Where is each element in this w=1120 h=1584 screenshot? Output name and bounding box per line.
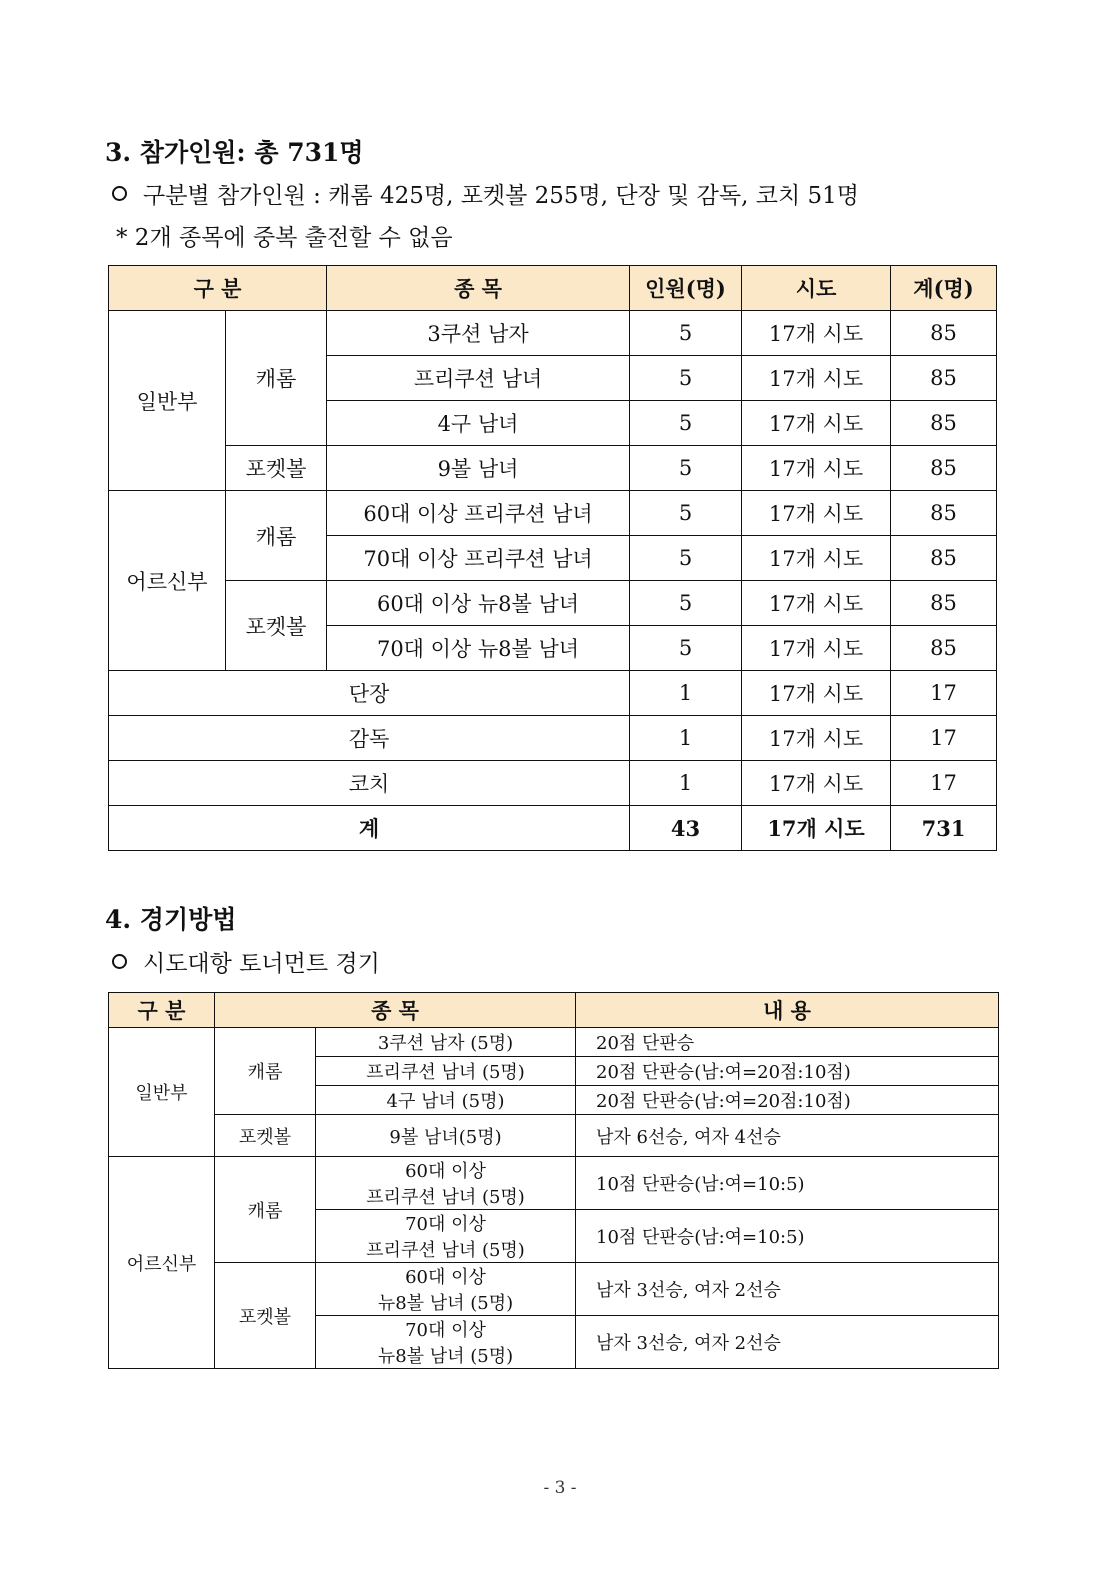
content-cell: 남자 3선승, 여자 2선승 (576, 1316, 999, 1369)
content-cell: 10점 단판승(남:여=10:5) (576, 1157, 999, 1210)
total-cell: 85 (891, 356, 997, 401)
sido-cell: 17개 시도 (742, 491, 891, 536)
event-cell: 9볼 남녀(5명) (316, 1115, 576, 1157)
event-cell: 70대 이상 뉴8볼 남녀 (327, 626, 630, 671)
participants-table (108, 265, 997, 851)
event-line2: 프리쿠션 남녀 (5명) (366, 1240, 525, 1261)
sum-label-cell: 계 (109, 806, 630, 851)
col-header-people: 인원(명) (630, 266, 742, 311)
event-cell: 프리쿠션 남녀 (5명) (316, 1057, 576, 1086)
section4-title: 4. 경기방법 (105, 905, 237, 934)
event-cell: 4구 남녀 (327, 401, 630, 446)
sido-cell: 17개 시도 (742, 761, 891, 806)
sum-total-cell: 731 (891, 806, 997, 851)
total-cell: 17 (891, 671, 997, 716)
table-sum-row (109, 806, 997, 851)
group-general: 일반부 (109, 1028, 215, 1157)
col-header-sido: 시도 (742, 266, 891, 311)
total-cell: 85 (891, 536, 997, 581)
content-cell: 남자 6선승, 여자 4선승 (576, 1115, 999, 1157)
event-cell: 60대 이상 뉴8볼 남녀 (327, 581, 630, 626)
event-line1: 70대 이상 (405, 1214, 486, 1235)
sido-cell: 17개 시도 (742, 626, 891, 671)
section4-bullet-text: 시도대항 토너먼트 경기 (143, 951, 380, 977)
match-method-table (108, 992, 999, 1369)
event-line2: 뉴8볼 남녀 (5명) (377, 1293, 514, 1314)
table-row (109, 1028, 999, 1057)
col-header-event: 종 목 (215, 993, 576, 1028)
staff-label-cell: 코치 (109, 761, 630, 806)
event-cell: 3쿠션 남자 (5명) (316, 1028, 576, 1057)
sido-cell: 17개 시도 (742, 671, 891, 716)
content-cell: 남자 3선승, 여자 2선승 (576, 1263, 999, 1316)
event-cell: 70대 이상 프리쿠션 남녀 (327, 536, 630, 581)
sido-cell: 17개 시도 (742, 581, 891, 626)
content-cell: 10점 단판승(남:여=10:5) (576, 1210, 999, 1263)
total-cell: 85 (891, 446, 997, 491)
subgroup-carom: 캐롬 (215, 1028, 316, 1115)
subgroup-pocket: 포켓볼 (226, 446, 327, 491)
sido-cell: 17개 시도 (742, 311, 891, 356)
people-cell: 5 (630, 491, 742, 536)
group-senior: 어르신부 (109, 491, 226, 671)
section3-bullet-line (112, 177, 859, 210)
table-header-row (109, 266, 997, 311)
page-number: - 3 - (543, 1478, 577, 1498)
sido-cell: 17개 시도 (742, 536, 891, 581)
section3-bullet-text: 구분별 참가인원 : 캐롬 425명, 포켓볼 255명, 단장 및 감독, 코치 51명 (143, 183, 859, 209)
content-cell: 20점 단판승 (576, 1028, 999, 1057)
circle-bullet-icon (112, 186, 127, 201)
group-senior: 어르신부 (109, 1157, 215, 1369)
section3-title: 3. 참가인원: 총 731명 (105, 138, 364, 167)
group-general: 일반부 (109, 311, 226, 491)
people-cell: 1 (630, 761, 742, 806)
people-cell: 5 (630, 311, 742, 356)
col-header-category: 구 분 (109, 993, 215, 1028)
event-cell: 프리쿠션 남녀 (327, 356, 630, 401)
event-cell: 60대 이상 프리쿠션 남녀 (327, 491, 630, 536)
people-cell: 5 (630, 356, 742, 401)
total-cell: 85 (891, 401, 997, 446)
people-cell: 5 (630, 536, 742, 581)
event-line1: 70대 이상 (405, 1320, 486, 1341)
table-row (109, 581, 997, 626)
subgroup-carom: 캐롬 (215, 1157, 316, 1263)
sido-cell: 17개 시도 (742, 401, 891, 446)
event-cell (316, 1316, 576, 1369)
subgroup-pocket: 포켓볼 (215, 1263, 316, 1369)
content-cell: 20점 단판승(남:여=20점:10점) (576, 1086, 999, 1115)
table-row (109, 1115, 999, 1157)
section4-bullet-line (112, 945, 380, 978)
circle-bullet-icon (112, 954, 127, 969)
event-cell (316, 1210, 576, 1263)
table-header-row (109, 993, 999, 1028)
table-row (109, 716, 997, 761)
subgroup-carom: 캐롬 (226, 311, 327, 446)
event-cell: 4구 남녀 (5명) (316, 1086, 576, 1115)
col-header-category: 구 분 (109, 266, 327, 311)
event-cell (316, 1157, 576, 1210)
sum-people-cell: 43 (630, 806, 742, 851)
table-row (109, 761, 997, 806)
event-cell: 3쿠션 남자 (327, 311, 630, 356)
sido-cell: 17개 시도 (742, 356, 891, 401)
event-line1: 60대 이상 (405, 1267, 486, 1288)
subgroup-pocket: 포켓볼 (226, 581, 327, 671)
total-cell: 85 (891, 626, 997, 671)
total-cell: 85 (891, 311, 997, 356)
table-row (109, 446, 997, 491)
table-row (109, 491, 997, 536)
table-row (109, 1157, 999, 1210)
table-row (109, 311, 997, 356)
event-line1: 60대 이상 (405, 1161, 486, 1182)
total-cell: 17 (891, 716, 997, 761)
total-cell: 85 (891, 581, 997, 626)
total-cell: 85 (891, 491, 997, 536)
staff-label-cell: 감독 (109, 716, 630, 761)
section3-note: * 2개 종목에 중복 출전할 수 없음 (116, 225, 453, 251)
people-cell: 1 (630, 716, 742, 761)
event-line2: 프리쿠션 남녀 (5명) (366, 1187, 525, 1208)
people-cell: 5 (630, 626, 742, 671)
subgroup-carom: 캐롬 (226, 491, 327, 581)
subgroup-pocket: 포켓볼 (215, 1115, 316, 1157)
table-row (109, 1263, 999, 1316)
table-row (109, 671, 997, 716)
sum-sido-cell: 17개 시도 (742, 806, 891, 851)
people-cell: 5 (630, 581, 742, 626)
col-header-content: 내 용 (576, 993, 999, 1028)
sido-cell: 17개 시도 (742, 446, 891, 491)
col-header-total: 계(명) (891, 266, 997, 311)
col-header-event: 종 목 (327, 266, 630, 311)
sido-cell: 17개 시도 (742, 716, 891, 761)
event-cell: 9볼 남녀 (327, 446, 630, 491)
staff-label-cell: 단장 (109, 671, 630, 716)
people-cell: 5 (630, 446, 742, 491)
people-cell: 5 (630, 401, 742, 446)
event-cell (316, 1263, 576, 1316)
total-cell: 17 (891, 761, 997, 806)
content-cell: 20점 단판승(남:여=20점:10점) (576, 1057, 999, 1086)
people-cell: 1 (630, 671, 742, 716)
event-line2: 뉴8볼 남녀 (5명) (377, 1346, 514, 1367)
